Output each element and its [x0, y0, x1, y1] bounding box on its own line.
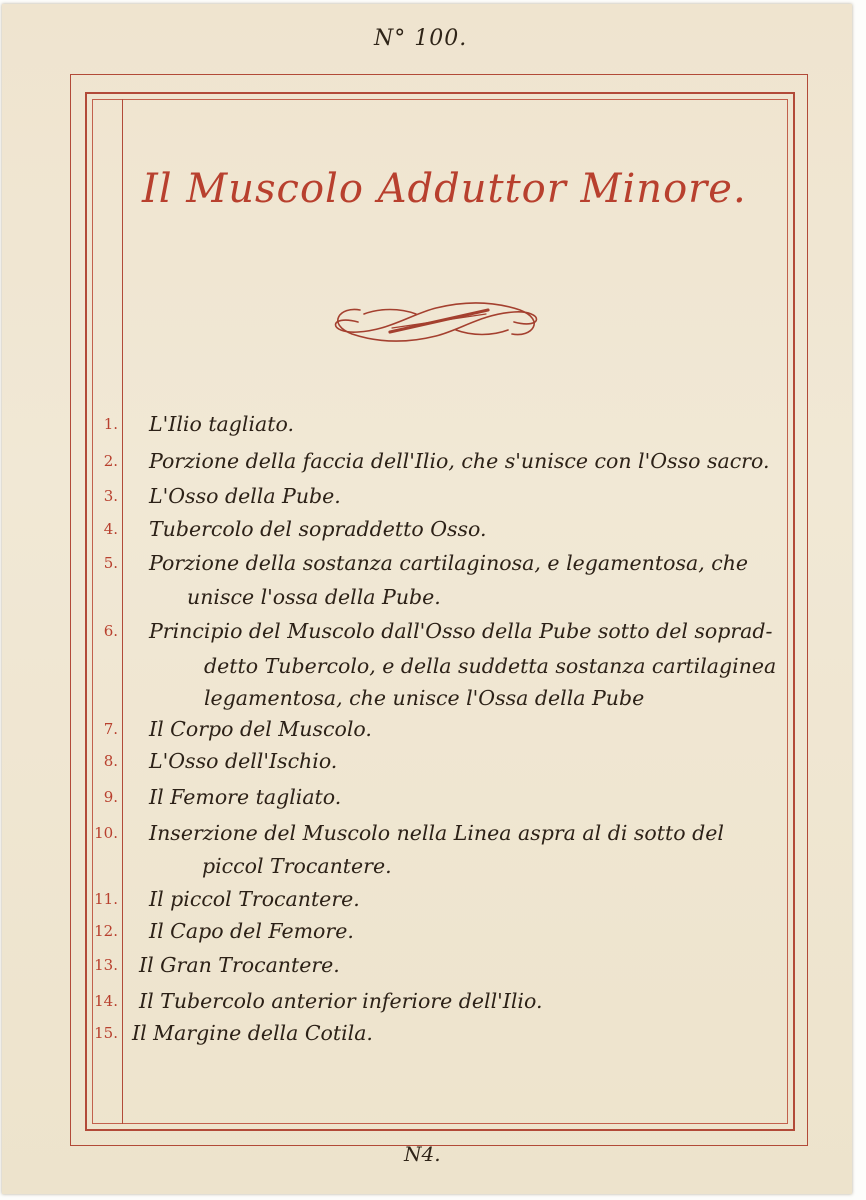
entry-number: 15.	[94, 1024, 118, 1042]
entry-number: 3.	[103, 487, 118, 505]
entry-number: 8.	[103, 752, 118, 770]
entry-number: 5.	[103, 554, 118, 572]
entry-text: piccol Trocantere.	[202, 854, 392, 878]
entry-number: 10.	[94, 824, 118, 842]
entry-number: 6.	[103, 622, 118, 640]
entry-text: Porzione della sostanza cartilaginosa, e legamentosa, che	[149, 551, 749, 575]
entry-text: Porzione della faccia dell'Ilio, che s'unisce con l'Osso sacro.	[149, 449, 770, 473]
manuscript-page	[2, 4, 852, 1194]
entry-number: 12.	[94, 922, 118, 940]
entry-text: Il Margine della Cotila.	[132, 1021, 373, 1045]
entry-text: detto Tubercolo, e della suddetta sostanza cartilaginea	[204, 654, 777, 678]
page-title: Il Muscolo Adduttor Minore.	[142, 166, 747, 212]
folio-mark: N4.	[404, 1142, 441, 1166]
entry-number: 4.	[103, 520, 118, 538]
ornamental-flourish-icon	[320, 292, 552, 352]
entry-number: 11.	[94, 890, 118, 908]
entry-number: 9.	[103, 788, 118, 806]
entry-text: Tubercolo del sopraddetto Osso.	[149, 517, 487, 541]
entry-number: 13.	[94, 956, 118, 974]
entry-number: 2.	[103, 452, 118, 470]
entry-text: L'Osso della Pube.	[149, 484, 341, 508]
entry-text: L'Ilio tagliato.	[149, 412, 294, 436]
entry-text: Il piccol Trocantere.	[149, 887, 360, 911]
entry-text: Il Capo del Femore.	[149, 919, 354, 943]
entry-number: 7.	[103, 720, 118, 738]
entry-number: 1.	[103, 415, 118, 433]
entry-text: Il Femore tagliato.	[149, 785, 342, 809]
entry-text: Il Tubercolo anterior inferiore dell'Ilio.	[139, 989, 543, 1013]
entry-text: Principio del Muscolo dall'Osso della Pube sotto del soprad-	[149, 619, 773, 643]
entry-text: Il Gran Trocantere.	[139, 953, 340, 977]
entry-text: Inserzione del Muscolo nella Linea aspra al di sotto del	[149, 821, 724, 845]
entry-text: L'Osso dell'Ischio.	[149, 749, 338, 773]
entry-text: Il Corpo del Muscolo.	[149, 717, 372, 741]
margin-rule	[122, 99, 123, 1124]
entry-text: legamentosa, che unisce l'Ossa della Pube	[204, 686, 645, 710]
entry-number: 14.	[94, 992, 118, 1010]
page-number: N° 100.	[374, 26, 468, 51]
entry-text: unisce l'ossa della Pube.	[187, 585, 441, 609]
